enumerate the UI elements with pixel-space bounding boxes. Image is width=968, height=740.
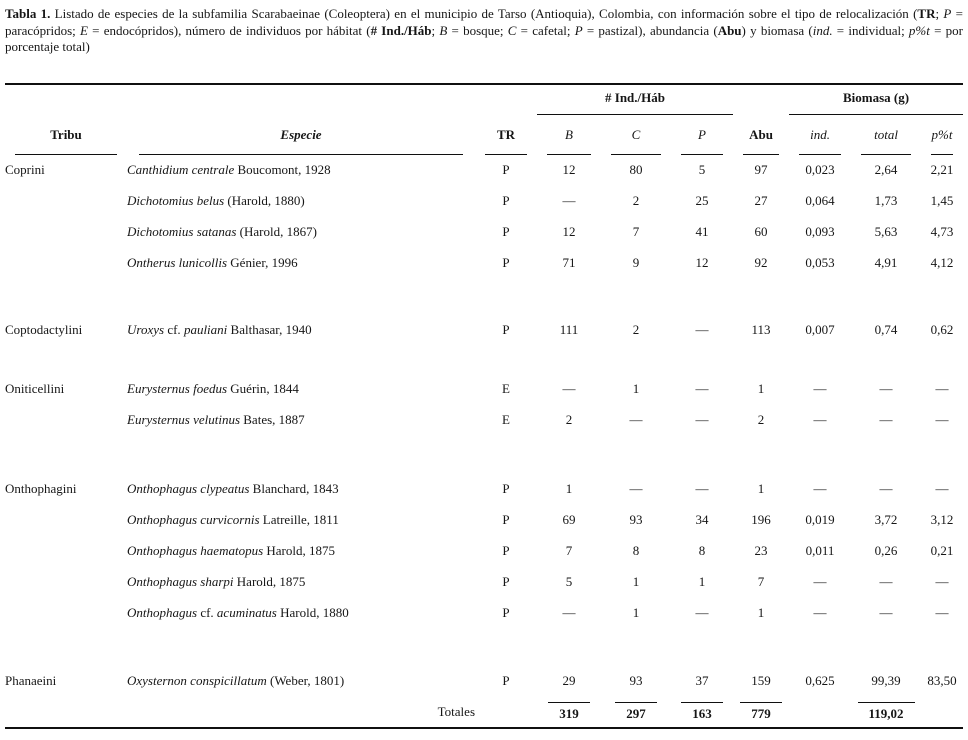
abu-cell: 1: [757, 381, 765, 396]
p-cell: —: [695, 605, 709, 620]
ind-cell: 0,093: [805, 224, 835, 239]
total-cell: 0,26: [874, 543, 898, 558]
ind-cell: 0,023: [805, 162, 835, 177]
col-header-abu: Abu: [733, 115, 789, 155]
species-cell: Onthophagus curvicornis Latreille, 1811: [127, 512, 339, 527]
species-cell: Uroxys cf. pauliani Balthasar, 1940: [127, 322, 312, 337]
c-cell: 93: [629, 673, 643, 688]
abu-cell: 60: [754, 224, 768, 239]
p-cell: 37: [695, 673, 709, 688]
ind-cell: 0,064: [805, 193, 835, 208]
tribe-cell: [5, 567, 127, 598]
species-cell: Oxysternon conspicillatum (Weber, 1801): [127, 673, 345, 688]
b-cell: 2: [565, 412, 573, 427]
p-cell: 25: [695, 193, 709, 208]
totals-spacer: [921, 697, 963, 728]
b-cell: 7: [565, 543, 573, 558]
ind-cell: —: [813, 412, 827, 427]
total-cell: —: [879, 481, 893, 496]
p-cell: —: [695, 412, 709, 427]
tribe-cell: Oniticellini: [5, 381, 65, 396]
table-caption: Tabla 1. Listado de especies de la subfamilia Scarabaeinae (Coleoptera) en el municipio de Tarso (Antioquia), Colombia, con información sobre el tipo de relocalización (TR; P = paracópridos; E = endocópridos), número de individuos por hábitat (# Ind./Háb; B = bosque; C = cafetal; P = pastizal), abundancia (Abu) y biomasa (ind. = individual; p%t = por porcentaje total): [5, 6, 963, 54]
table-row: [5, 217, 963, 248]
total-cell: 3,72: [874, 512, 898, 527]
table-row: [5, 567, 963, 598]
p-cell: 12: [695, 255, 709, 270]
tr-cell: E: [502, 412, 510, 427]
pct-cell: —: [935, 381, 949, 396]
totals-abu: 779: [733, 697, 789, 728]
species-cell: Dichotomius satanas (Harold, 1867): [127, 224, 317, 239]
table-row: [5, 315, 963, 346]
abu-cell: 97: [754, 162, 768, 177]
tribe-cell: [5, 186, 127, 217]
total-cell: —: [879, 381, 893, 396]
species-cell: Dichotomius belus (Harold, 1880): [127, 193, 305, 208]
b-cell: —: [562, 381, 576, 396]
col-header-especie: Especie: [127, 115, 475, 155]
species-cell: Onthophagus sharpi Harold, 1875: [127, 574, 306, 589]
tribe-cell: Coprini: [5, 162, 45, 177]
tr-cell: P: [502, 255, 510, 270]
table-row: [5, 666, 963, 697]
ind-cell: —: [813, 381, 827, 396]
b-cell: 69: [562, 512, 576, 527]
pct-cell: 4,73: [930, 224, 954, 239]
species-cell: Onthophagus haematopus Harold, 1875: [127, 543, 335, 558]
pct-cell: 0,21: [930, 543, 954, 558]
pct-cell: —: [935, 574, 949, 589]
p-cell: —: [695, 481, 709, 496]
totals-spacer: [475, 697, 537, 728]
p-cell: 1: [698, 574, 706, 589]
b-cell: 5: [565, 574, 573, 589]
c-cell: 7: [632, 224, 640, 239]
c-cell: 8: [632, 543, 640, 558]
tr-cell: P: [502, 322, 510, 337]
table-row: [5, 505, 963, 536]
col-header-tribu: Tribu: [5, 115, 127, 155]
totals-row: [5, 697, 963, 728]
totals-label: Totales: [437, 703, 475, 719]
b-cell: 29: [562, 673, 576, 688]
tr-cell: P: [502, 162, 510, 177]
pct-cell: 0,62: [930, 322, 954, 337]
totals-b: 319: [537, 697, 601, 728]
tr-cell: P: [502, 673, 510, 688]
tr-cell: E: [502, 381, 510, 396]
pct-cell: 83,50: [927, 673, 957, 688]
b-cell: 12: [562, 224, 576, 239]
spanner-spacer: [733, 84, 789, 115]
p-cell: 8: [698, 543, 706, 558]
species-cell: Onthophagus clypeatus Blanchard, 1843: [127, 481, 339, 496]
table-foot: [5, 697, 963, 728]
pct-cell: —: [935, 412, 949, 427]
abu-cell: 92: [754, 255, 768, 270]
group-spacer-row: [5, 346, 963, 374]
c-cell: 2: [632, 193, 640, 208]
totals-p: 163: [671, 697, 733, 728]
c-cell: —: [629, 412, 643, 427]
ind-cell: —: [813, 481, 827, 496]
c-cell: 1: [632, 381, 640, 396]
col-header-ind: ind.: [789, 115, 851, 155]
b-cell: 111: [559, 322, 579, 337]
total-cell: —: [879, 412, 893, 427]
tr-cell: P: [502, 512, 510, 527]
abu-cell: 7: [757, 574, 765, 589]
table-head: [5, 84, 963, 155]
col-header-total: total: [851, 115, 921, 155]
col-header-tr: TR: [475, 115, 537, 155]
c-cell: 1: [632, 574, 640, 589]
spanner-row: [5, 84, 963, 115]
pct-cell: 2,21: [930, 162, 954, 177]
pct-cell: 1,45: [930, 193, 954, 208]
ind-cell: 0,007: [805, 322, 835, 337]
p-cell: —: [695, 381, 709, 396]
table-row: [5, 155, 963, 186]
tribe-cell: Onthophagini: [5, 481, 77, 496]
b-cell: 71: [562, 255, 576, 270]
spanner-biomasa: Biomasa (g): [789, 84, 963, 115]
totals-spacer: [789, 697, 851, 728]
ind-cell: 0,011: [805, 543, 835, 558]
group-spacer-row: [5, 629, 963, 666]
tr-cell: P: [502, 193, 510, 208]
tr-cell: P: [502, 481, 510, 496]
total-cell: 1,73: [874, 193, 898, 208]
tr-cell: P: [502, 224, 510, 239]
spanner-ind-hab: # Ind./Háb: [537, 84, 733, 115]
group-spacer-row: [5, 436, 963, 474]
group-spacer-row: [5, 279, 963, 315]
p-cell: —: [695, 322, 709, 337]
ind-cell: 0,625: [805, 673, 835, 688]
species-cell: Canthidium centrale Boucomont, 1928: [127, 162, 331, 177]
species-cell: Onthophagus cf. acuminatus Harold, 1880: [127, 605, 349, 620]
abu-cell: 113: [751, 322, 771, 337]
abu-cell: 23: [754, 543, 768, 558]
spanner-spacer: [475, 84, 537, 115]
species-cell: Ontherus lunicollis Génier, 1996: [127, 255, 298, 270]
ind-cell: 0,053: [805, 255, 835, 270]
p-cell: 34: [695, 512, 709, 527]
pct-cell: 4,12: [930, 255, 954, 270]
c-cell: 2: [632, 322, 640, 337]
species-cell: Eurysternus velutinus Bates, 1887: [127, 412, 305, 427]
col-header-b: B: [537, 115, 601, 155]
table-row: [5, 186, 963, 217]
tribe-cell: [5, 536, 127, 567]
pct-cell: —: [935, 605, 949, 620]
abu-cell: 27: [754, 193, 768, 208]
ind-cell: —: [813, 605, 827, 620]
abu-cell: 1: [757, 605, 765, 620]
b-cell: 1: [565, 481, 573, 496]
header-row: [5, 115, 963, 155]
table-row: [5, 536, 963, 567]
ind-cell: 0,019: [805, 512, 835, 527]
table-body: [5, 155, 963, 697]
total-cell: 5,63: [874, 224, 898, 239]
table-row: [5, 248, 963, 279]
species-table: [5, 83, 963, 729]
table-row: [5, 374, 963, 405]
tribe-cell: [5, 217, 127, 248]
spanner-spacer: [127, 84, 475, 115]
abu-cell: 196: [751, 512, 771, 527]
p-cell: 41: [695, 224, 709, 239]
table-row: [5, 405, 963, 436]
total-cell: 99,39: [871, 673, 901, 688]
total-cell: 0,74: [874, 322, 898, 337]
table-row: [5, 598, 963, 629]
ind-cell: —: [813, 574, 827, 589]
tr-cell: P: [502, 605, 510, 620]
tribe-cell: [5, 505, 127, 536]
c-cell: 9: [632, 255, 640, 270]
pct-cell: —: [935, 481, 949, 496]
tr-cell: P: [502, 543, 510, 558]
c-cell: 80: [629, 162, 643, 177]
tribe-cell: [5, 598, 127, 629]
tribe-cell: [5, 248, 127, 279]
col-header-pct: p%t: [921, 115, 963, 155]
tr-cell: P: [502, 574, 510, 589]
total-cell: 4,91: [874, 255, 898, 270]
c-cell: 1: [632, 605, 640, 620]
total-cell: —: [879, 605, 893, 620]
tribe-cell: Phanaeini: [5, 673, 57, 688]
pct-cell: 3,12: [930, 512, 954, 527]
tribe-cell: [5, 405, 127, 436]
b-cell: —: [562, 193, 576, 208]
totals-biomasa: 119,02: [851, 697, 921, 728]
totals-spacer: [5, 697, 127, 728]
spanner-spacer: [5, 84, 127, 115]
c-cell: —: [629, 481, 643, 496]
col-header-c: C: [601, 115, 671, 155]
total-cell: —: [879, 574, 893, 589]
c-cell: 93: [629, 512, 643, 527]
total-cell: 2,64: [874, 162, 898, 177]
tribe-cell: Coptodactylini: [5, 322, 83, 337]
totals-c: 297: [601, 697, 671, 728]
abu-cell: 2: [757, 412, 765, 427]
b-cell: —: [562, 605, 576, 620]
abu-cell: 159: [751, 673, 771, 688]
p-cell: 5: [698, 162, 706, 177]
table-wrapper: [0, 83, 968, 729]
table-row: [5, 474, 963, 505]
abu-cell: 1: [757, 481, 765, 496]
species-cell: Eurysternus foedus Guérin, 1844: [127, 381, 299, 396]
b-cell: 12: [562, 162, 576, 177]
col-header-p: P: [671, 115, 733, 155]
